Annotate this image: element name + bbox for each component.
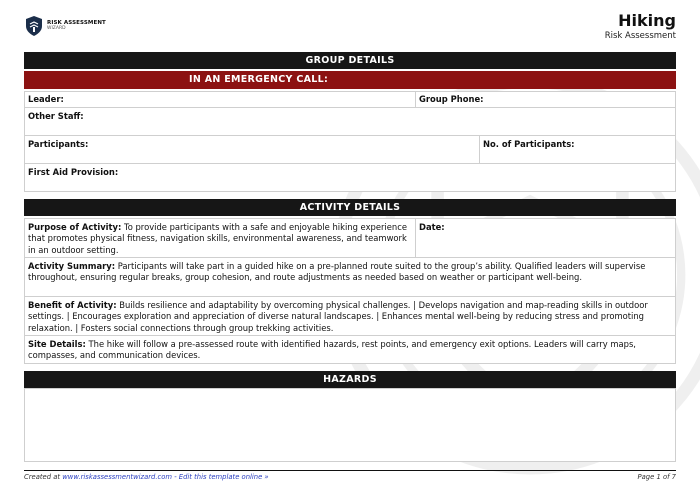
site-details-field[interactable]: [24, 335, 676, 364]
other-staff-label: Other Staff:: [28, 111, 84, 121]
emergency-call-bar: [24, 71, 676, 89]
hazards-heading: HAZARDS: [24, 371, 676, 388]
activity-summary-field[interactable]: [24, 257, 676, 297]
footer-created-prefix: Created at: [24, 473, 61, 481]
document-subtitle: Risk Assessment: [604, 31, 676, 41]
leader-label: Leader:: [28, 94, 64, 104]
other-staff-field[interactable]: [24, 107, 676, 136]
activity-summary-text: Participants will take part in a guided hike on a pre-planned route suited to the group’s ability. Qualified leaders will supervise throughout, ensuring regular breaks, group cohesion, and route adjustments as needed based on weather or participant well-being.: [28, 261, 646, 283]
first-aid-field[interactable]: [24, 163, 676, 192]
footer-website-link[interactable]: www.riskassessmentwizard.com - Edit this template online »: [62, 473, 269, 481]
site-details-label: Site Details:: [28, 339, 86, 349]
logo-line-2: WIZARD: [47, 26, 66, 31]
participants-field[interactable]: [24, 135, 480, 164]
num-participants-label: No. of Participants:: [483, 139, 575, 149]
first-aid-label: First Aid Provision:: [28, 167, 119, 177]
group-phone-label: Group Phone:: [419, 94, 484, 104]
purpose-label: Purpose of Activity:: [28, 222, 122, 232]
participants-label: Participants:: [28, 139, 89, 149]
leader-field[interactable]: [24, 91, 416, 108]
activity-details-heading: ACTIVITY DETAILS: [24, 199, 676, 216]
benefit-label: Benefit of Activity:: [28, 300, 117, 310]
logo-line-1: RISK ASSESSMENT: [47, 19, 106, 26]
benefit-field[interactable]: [24, 296, 676, 336]
page-footer: [24, 470, 676, 481]
purpose-field[interactable]: [24, 218, 416, 258]
footer-credit: [24, 473, 269, 481]
benefit-text: Builds resilience and adaptability by overcoming physical challenges. | Develops navigation and map-reading skills in outdoor settings. | Encourages exploration and appreciation of diverse natural landscapes. | Enhances mental well-being by reducing stress and promoting relaxation. | Fosters social connections through group trekking activities.: [28, 300, 648, 333]
group-details-heading: GROUP DETAILS: [24, 52, 676, 69]
purpose-text: To provide participants with a safe and enjoyable hiking experience that promotes physical fitness, navigation skills, environmental awareness, and teamwork in an outdoor setting.: [28, 222, 407, 255]
company-logo: [24, 15, 106, 37]
site-details-text: The hike will follow a pre-assessed route with identified hazards, rest points, and emergency exit options. Leaders will carry maps, compasses, and communication devices.: [28, 339, 636, 361]
page-number: Page 1 of 7: [637, 473, 676, 481]
page-header: [24, 11, 676, 48]
hazards-table-area[interactable]: [24, 388, 676, 462]
document-title: Hiking: [618, 11, 676, 30]
num-participants-field[interactable]: [479, 135, 676, 164]
date-field[interactable]: [415, 218, 676, 258]
emergency-call-heading: IN AN EMERGENCY CALL:: [189, 74, 329, 85]
group-phone-field[interactable]: [415, 91, 676, 108]
shield-icon: [24, 15, 44, 37]
activity-summary-label: Activity Summary:: [28, 261, 116, 271]
date-label: Date:: [419, 222, 445, 232]
